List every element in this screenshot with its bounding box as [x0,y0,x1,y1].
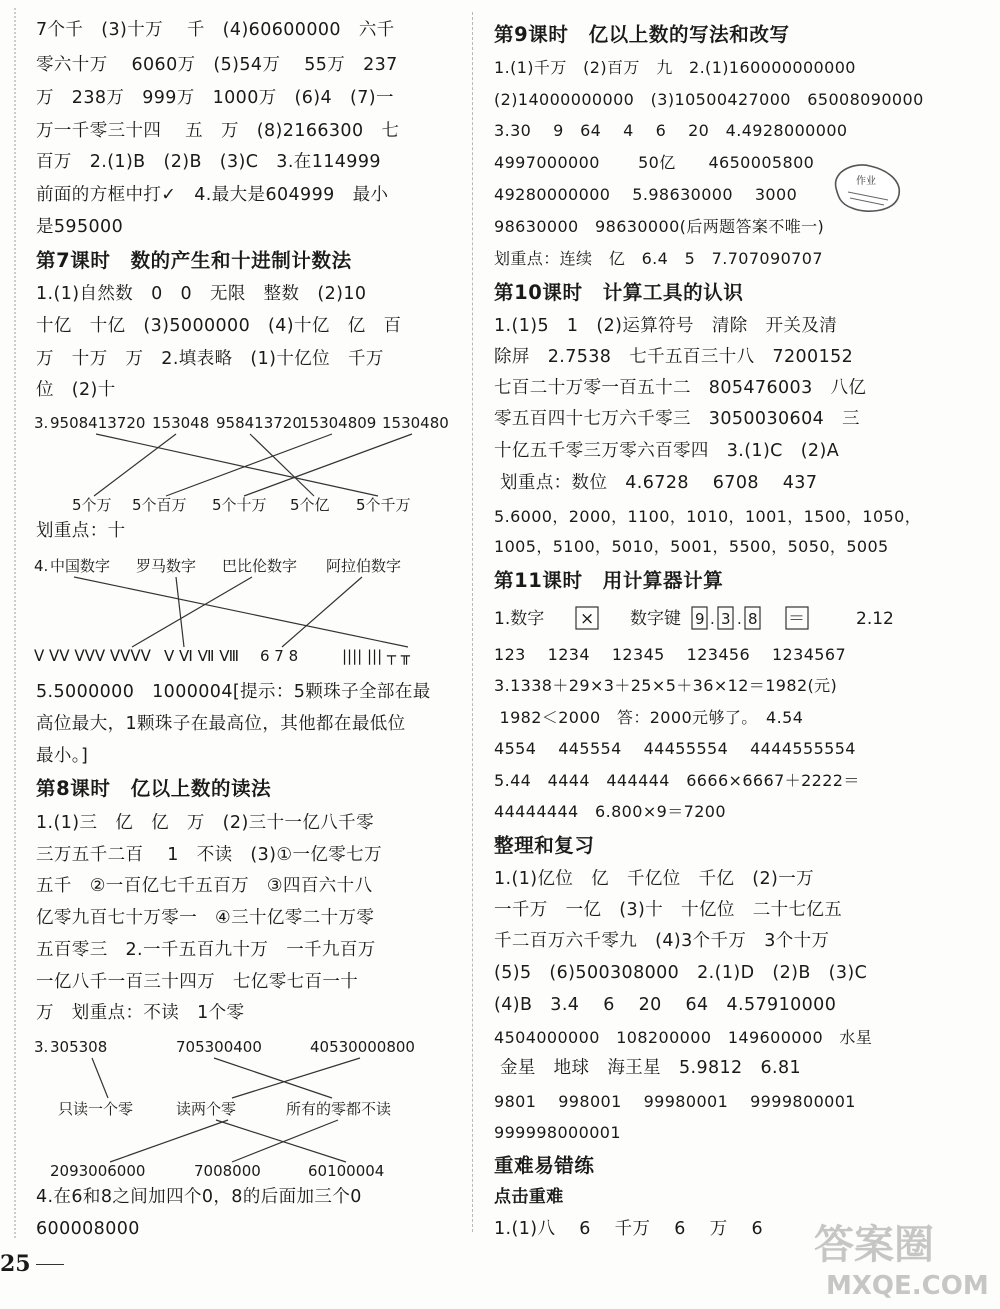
answer-line: 金星 地球 海王星 5.9812 6.81 [494,1058,802,1078]
exercise-3-prefix: 3. [34,1038,49,1056]
answer-line: 4554 445554 44455554 4444555554 [494,739,856,758]
watermark-brand: 答案圈 [814,1222,934,1268]
answer-line: 一亿八千一百三十四万 七亿零七百一十 [36,972,359,992]
answer-line: 1.(1)八 6 千万 6 万 6 [494,1219,764,1239]
answer-line: 1.(1)三 亿 亿 万 (2)三十一亿八千零 [36,813,374,833]
answer-line: 7个千 (3)十万 千 (4)60600000 六千 [36,20,395,40]
matching-line [232,1058,360,1098]
answer-line: 万 划重点：不读 1个零 [36,1003,245,1023]
matching-line [92,1058,108,1098]
answer-line: (4)B 3.4 6 20 64 4.57910000 [494,995,837,1015]
matching-line [132,577,252,647]
answer-line: 600008000 [36,1219,140,1239]
matching-line [110,1120,228,1162]
calculator-keys-line [494,604,914,634]
answer-line: 亿零九百七十万零一 ④三十亿零二十万零 [36,908,375,928]
answer-line: 1.(1)千万 (2)百万 九 2.(1)160000000000 [494,58,856,77]
answer-line: (5)5 (6)500308000 2.(1)D (2)B (3)C [494,963,868,983]
answer-line: (2)14000000000 (3)10500427000 65008090000 [494,90,924,109]
stamp-text: 作业 [856,176,876,187]
answer-line: 4504000000 108200000 149600000 水星 [494,1028,873,1047]
matching-line [216,1120,346,1162]
answer-line: 9801 998001 99980001 9999800001 [494,1092,856,1111]
answer-line: 1982＜2000 答：2000元够了。 4.54 [494,708,804,727]
answer-line: 五百零三 2.一千五百九十万 一千九百万 [36,940,376,960]
answer-line: 98630000 98630000(后两题答案不唯一) [494,217,825,236]
place-label: 5个千万 [356,496,411,514]
review-heading: 整理和复习 [494,834,595,857]
bottom-number: 60100004 [308,1162,385,1180]
zero-category: 读两个零 [176,1100,237,1118]
answer-line: 5.6000，2000，1100，1010，1001，1500，1050， [494,507,922,526]
answer-line: 5.44 4444 444444 6666×6667＋2222＝ [494,771,860,790]
lesson-11-heading: 第11课时 用计算器计算 [494,569,724,592]
matching-number: 153048 [152,414,210,432]
zero-category: 所有的零都不读 [286,1100,392,1118]
watermark-logo [806,1212,996,1306]
place-label: 5个百万 [132,496,187,514]
answer-line: 1.(1)亿位 亿 千亿位 千亿 (2)一万 [494,869,815,889]
answer-line: 前面的方框中打✓ 4.最大是604999 最小 [36,185,389,205]
answer-line: 零五百四十七万六千零三 3050030604 三 [494,409,860,429]
answer-line: 划重点：连续 亿 6.4 5 7.707090707 [494,249,823,268]
numeral-glyphs: |||| ||| ┬ ╥ [342,647,410,665]
answer-line: 4.在6和8之间加四个0，8的后面加三个0 [36,1187,362,1207]
answer-line: 最小。] [36,746,89,766]
digit-key: 9 [695,610,705,628]
matching-line [250,434,314,496]
matching-line [282,577,362,647]
calc-prefix: 1.数字 [494,609,545,629]
answer-line: 三万五千二百 1 不读 (3)①一亿零七万 [36,845,382,865]
answer-line: 十亿五千零三万零六百零四 3.(1)C (2)A [494,441,840,461]
matching-line [74,577,408,647]
top-number: 705300400 [176,1038,262,1056]
top-number: 40530000800 [310,1038,415,1056]
zero-category: 只读一个零 [58,1100,134,1118]
matching-line [232,1120,338,1162]
top-number: 305308 [50,1038,108,1056]
equals-key: ＝ [788,609,805,629]
answer-line: 123 1234 12345 123456 1234567 [494,645,847,664]
digit-key: 8 [748,610,758,628]
answer-line: 高位最大，1颗珠子在最高位，其他都在最低位 [36,714,406,734]
numeral-glyphs: ᐯ ᐯᐯ ᐯᐯᐯ ᐯᐯᐯᐯ [34,647,151,665]
numeral-system: 罗马数字 [136,557,197,575]
answer-line: 划重点：数位 4.6728 6708 437 [494,473,818,493]
place-label: 5个亿 [290,496,330,514]
numeral-system: 阿拉伯数字 [326,557,402,575]
matching-number: 958413720 [216,414,302,432]
matching-line [96,434,378,496]
answer-line: 万一千零三十四 五 万 (8)2166300 七 [36,121,400,141]
answer-line: 49280000000 5.98630000 3000 [494,185,798,204]
answer-line: 零六十万 6060万 (5)54万 55万 237 [36,55,398,75]
answer-line: 七百二十万零一百五十二 805476003 八亿 [494,378,867,398]
digit-key: 3 [721,610,731,628]
numeral-glyphs: V Ⅵ Ⅶ Ⅷ [164,647,239,665]
answer-line: 4997000000 50亿 4650005800 [494,153,815,172]
answer-line: 万 238万 999万 1000万 (6)4 (7)一 [36,88,394,108]
practice-heading: 重难易错练 [494,1154,595,1177]
lesson-8-heading: 第8课时 亿以上数的读法 [36,777,272,800]
place-label: 5个十万 [212,496,267,514]
numeral-system: 巴比伦数字 [222,557,298,575]
matching-number: 15304809 [300,414,377,432]
answer-line: 十亿 十亿 (3)5000000 (4)十亿 亿 百 [36,316,402,336]
digit-keys-label: 数字键 [630,609,681,629]
practice-subheading: 点击重难 [494,1187,564,1207]
exercise-3-matching-diagram [34,410,456,514]
answer-line: 划重点：十 [36,521,126,541]
bottom-number: 2093006000 [50,1162,146,1180]
stamp-logo-icon [826,160,906,216]
lesson-7-heading: 第7课时 数的产生和十进制计数法 [36,249,352,272]
answer-line: 3.30 9 64 4 6 20 4.4928000000 [494,121,848,140]
answer-line: 万 十万 万 2.填表略 (1)十亿位 千万 [36,349,384,369]
matching-line [94,434,176,496]
exercise-3-prefix: 3. [34,414,49,432]
answer-line: 3.1338＋29×3＋25×5＋36×12＝1982(元) [494,676,838,695]
page-number: 25 [0,1251,31,1277]
place-label: 5个万 [72,496,112,514]
matching-number: 1530480 [382,414,449,432]
calc-suffix: 2.12 [856,609,894,629]
bottom-number: 7008000 [194,1162,261,1180]
answer-line: 5.5000000 1000004[提示：5颗珠子全部在最 [36,682,431,702]
zero-reading-matching-diagram [36,1036,456,1186]
answer-line: 1.(1)自然数 0 0 无限 整数 (2)10 [36,284,367,304]
watermark-url: MXQE.COM [826,1271,989,1301]
answer-line: 五千 ②一百亿七千五百万 ③四百六十八 [36,876,373,896]
exercise-4-numeral-matching-diagram [36,555,456,665]
multiply-key: × [580,609,595,629]
lesson-10-heading: 第10课时 计算工具的认识 [494,281,744,304]
numeral-system: 中国数字 [50,557,111,575]
digit-key: . [737,610,742,628]
page-number-dash [36,1264,64,1265]
answer-line: 千二百万六千零九 (4)3个千万 3个十万 [494,931,830,951]
numeral-glyphs: 6 7 8 [260,647,299,665]
exercise-4-prefix: 4. [34,557,49,575]
binding-margin [14,8,16,1238]
answer-line: 位 (2)十 [36,380,116,400]
answer-line: 1005，5100，5010，5001，5500，5050，5005 [494,537,889,556]
answer-line: 999998000001 [494,1123,621,1142]
answer-line: 1.(1)5 1 (2)运算符号 清除 开关及清 [494,316,838,336]
answer-line: 百万 2.(1)B (2)B (3)C 3.在114999 [36,152,381,172]
answer-line: 44444444 6.800×9＝7200 [494,802,726,821]
answer-line: 是595000 [36,217,124,237]
matching-number: 9508413720 [50,414,146,432]
matching-line [176,577,184,647]
matching-line [166,434,332,496]
answer-line: 除屏 2.7538 七千五百三十八 7200152 [494,347,854,367]
matching-line [214,1058,332,1098]
answer-line: 一千万 一亿 (3)十 十亿位 二十七亿五 [494,900,843,920]
matching-line [244,434,412,496]
column-divider [472,12,473,1232]
digit-key: . [710,610,715,628]
lesson-9-heading: 第9课时 亿以上数的写法和改写 [494,23,790,46]
